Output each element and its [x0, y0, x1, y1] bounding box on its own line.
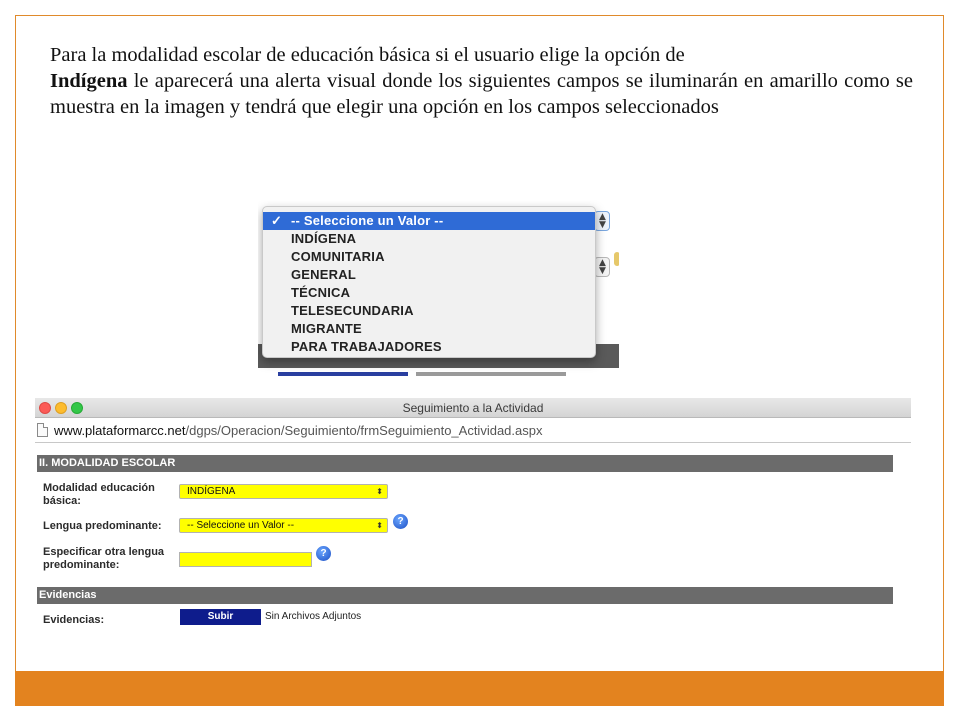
dropdown-option[interactable]: TELESECUNDARIA [291, 303, 414, 318]
partial-text [416, 372, 566, 376]
label-otra-lengua: Especificar otra lengua predominante: [43, 546, 165, 571]
paragraph-highlight: Indígena [50, 70, 128, 92]
help-icon-partial [614, 252, 619, 266]
dropdown-option[interactable]: PARA TRABAJADORES [291, 339, 442, 354]
dropdown-option[interactable]: GENERAL [291, 267, 356, 282]
upload-button[interactable]: Subir [180, 609, 261, 625]
select-arrows-icon: ⬍ [376, 521, 383, 530]
partial-button [278, 372, 408, 376]
label-lengua: Lengua predominante: [43, 520, 162, 532]
label-modalidad: Modalidad educación básica: [43, 482, 155, 507]
select-arrows-icon: ⬍ [376, 487, 383, 496]
chevron-down-icon: ▼ [599, 266, 606, 276]
dropdown-option[interactable]: MIGRANTE [291, 321, 362, 336]
otra-lengua-input[interactable] [179, 552, 312, 567]
dropdown-option[interactable]: COMUNITARIA [291, 249, 385, 264]
footer-bar [15, 671, 944, 706]
url-text[interactable]: www.plataformarcc.net/dgps/Operacion/Seguimiento/frmSeguimiento_Actividad.aspx [54, 423, 543, 438]
dropdown-screenshot [258, 200, 619, 376]
dropdown-option[interactable]: ✓ -- Seleccione un Valor -- [263, 212, 595, 230]
chevron-up-icon: ▲ [599, 212, 606, 222]
paragraph-body [50, 68, 913, 120]
select-stepper-2[interactable] [594, 257, 610, 277]
chevron-up-icon: ▲ [599, 258, 606, 268]
paragraph-intro: Para la modalidad escolar de educación básica si el usuario elige la opción de [50, 44, 685, 66]
page-icon [37, 423, 48, 437]
checkmark-icon: ✓ [271, 213, 283, 228]
address-bar[interactable] [35, 419, 911, 443]
browser-window [35, 398, 911, 633]
section-header-modalidad: II. MODALIDAD ESCOLAR [37, 455, 893, 472]
window-title: Seguimiento a la Actividad [402, 401, 544, 415]
label-evidencias: Evidencias: [43, 614, 105, 626]
dropdown-option[interactable]: TÉCNICA [291, 285, 351, 300]
chevron-down-icon: ▼ [599, 220, 606, 230]
dropdown-menu [262, 206, 596, 358]
lengua-select[interactable]: -- Seleccione un Valor -- ⬍ [179, 518, 388, 533]
section-header-evidencias: Evidencias [37, 587, 893, 604]
select-stepper-1[interactable] [594, 211, 610, 231]
instruction-paragraph [50, 42, 913, 120]
window-titlebar [35, 398, 911, 418]
no-files-text: Sin Archivos Adjuntos [265, 611, 362, 622]
dropdown-option[interactable]: INDÍGENA [291, 231, 357, 246]
help-icon[interactable]: ? [316, 546, 331, 561]
paragraph-rest: le aparecerá una alerta visual donde los siguientes campos se iluminarán en amarillo como se muestra en la imagen y tendrá que elegir una opción en los campos seleccionados [50, 70, 913, 118]
modalidad-select[interactable]: INDÍGENA ⬍ [179, 484, 388, 499]
help-icon[interactable]: ? [393, 514, 408, 529]
